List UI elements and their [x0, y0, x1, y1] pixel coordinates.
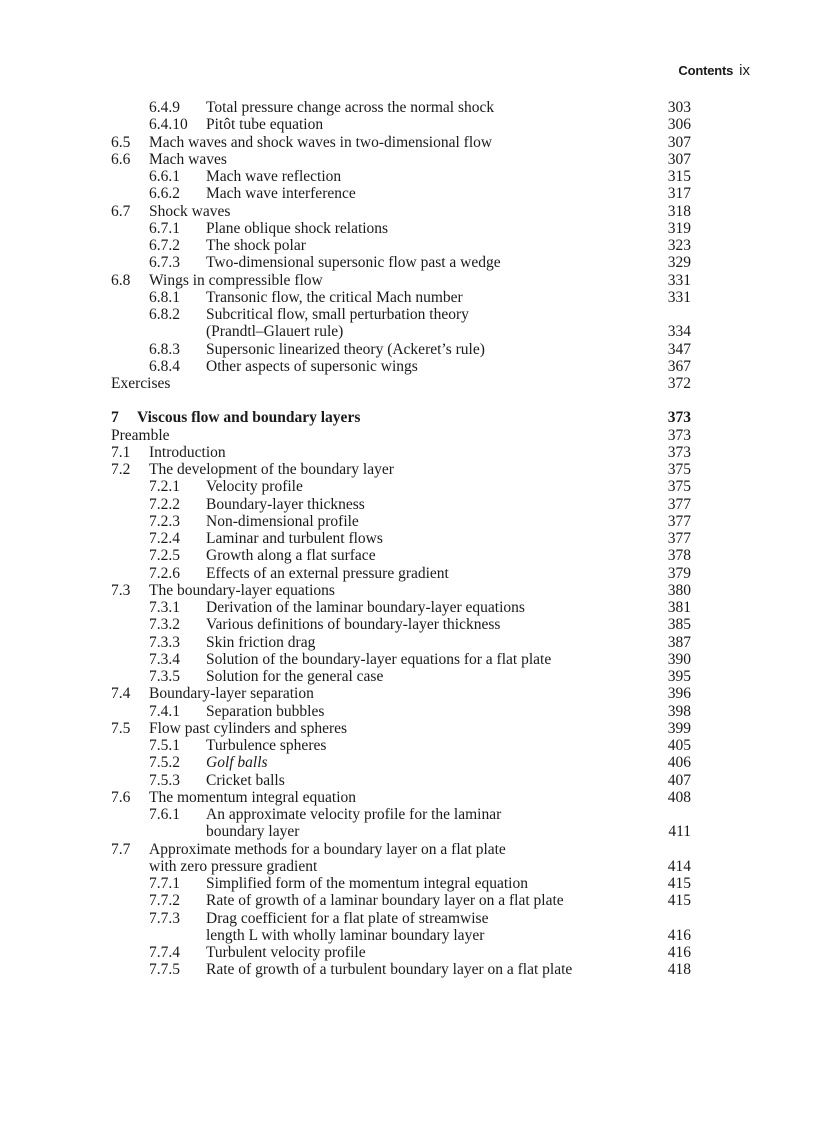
toc-entry[interactable]: [111, 427, 691, 444]
toc-entry-num: 7.5.3: [149, 771, 180, 789]
toc-entry[interactable]: [111, 496, 691, 513]
running-header: [678, 62, 750, 80]
toc-entry-title: The momentum integral equation: [149, 788, 357, 806]
toc-entry-page: 317: [667, 185, 691, 203]
toc-entry-page: 323: [667, 237, 691, 254]
toc-entry-page: 416: [667, 944, 691, 961]
toc-entry-title: Two-dimensional supersonic flow past a wedge: [206, 254, 501, 272]
toc-entry-page: 418: [667, 961, 691, 979]
toc-entry[interactable]: [111, 530, 691, 547]
toc-entry-num: 6.4.9: [149, 99, 180, 116]
toc-entry-title: Mach waves: [149, 150, 227, 168]
toc-entry-page: 307: [667, 133, 691, 151]
toc-entry-page: 331: [667, 271, 691, 289]
toc-entry-num: 6.7.3: [149, 254, 180, 272]
toc-entry-num: 7.3.3: [149, 633, 180, 651]
toc-entry-title: Other aspects of supersonic wings: [206, 357, 418, 375]
toc-entry-page: 334: [667, 323, 691, 341]
toc-entry-title: Drag coefficient for a flat plate of streamwise: [206, 909, 489, 927]
toc-entry-num: 7.2: [111, 461, 131, 478]
toc-entry-num: 7.1: [111, 443, 131, 461]
toc-entry-num: 6.8.2: [149, 306, 180, 323]
toc-entry[interactable]: [111, 306, 691, 323]
toc-entry-title: Solution of the boundary-layer equations for a flat plate: [206, 650, 552, 668]
toc-entry-title: with zero pressure gradient: [149, 857, 318, 875]
toc-entry[interactable]: [111, 651, 691, 668]
toc-entry-title: (Prandtl–Glauert rule): [206, 323, 344, 341]
toc-entry-num: 6.8.3: [149, 340, 180, 358]
toc-entry[interactable]: [111, 875, 691, 892]
toc-entry-title: Preamble: [111, 426, 170, 444]
toc-entry-title: Laminar and turbulent flows: [206, 530, 383, 547]
toc-entry[interactable]: [111, 737, 691, 754]
toc-entry[interactable]: [111, 720, 691, 737]
toc-entry-title: Turbulence spheres: [206, 737, 327, 754]
toc-entry-title: Simplified form of the momentum integral equation: [206, 875, 528, 892]
toc-entry-num: 7.7.4: [149, 944, 180, 961]
toc-entry[interactable]: [111, 375, 691, 392]
toc-entry-title: Effects of an external pressure gradient: [206, 564, 449, 582]
toc-entry[interactable]: [111, 151, 691, 168]
toc-entry-num: 7.4: [111, 685, 131, 703]
toc-entry-page: 375: [667, 478, 691, 496]
toc-entry-page: 373: [667, 409, 691, 427]
toc-entry-num: 7.7.3: [149, 909, 180, 927]
toc-entry-page: 379: [667, 564, 691, 582]
toc-entry[interactable]: [111, 272, 691, 289]
toc-entry-title: Rate of growth of a turbulent boundary layer on a flat plate: [206, 961, 573, 979]
toc-entry-page: 315: [667, 168, 691, 185]
toc-entry-page: 387: [667, 633, 691, 651]
toc-entry-title: Derivation of the laminar boundary-layer equations: [206, 599, 525, 616]
toc-entry[interactable]: [111, 134, 691, 151]
toc-entry[interactable]: [111, 444, 691, 461]
header-section-label: Contents: [678, 63, 734, 78]
toc-entry-num: 6.6.1: [149, 168, 180, 185]
toc-chapter-heading[interactable]: [111, 409, 691, 426]
toc-entry-num: 7.3: [111, 581, 131, 599]
toc-entry-title: Approximate methods for a boundary layer on a flat plate: [149, 840, 506, 858]
toc-entry-title: Viscous flow and boundary layers: [137, 409, 361, 427]
toc-entry-page: 398: [667, 702, 691, 720]
toc-entry[interactable]: [111, 668, 691, 685]
toc-entry-title: Supersonic linearized theory (Ackeret’s rule): [206, 340, 485, 358]
toc-entry-num: 6.8.1: [149, 288, 180, 306]
toc-entry-page: 385: [667, 616, 691, 634]
toc-entry-page: 390: [667, 650, 691, 668]
toc-entry-page: 373: [667, 426, 691, 444]
toc-entry-num: 7.5.1: [149, 737, 180, 754]
toc-entry[interactable]: [111, 858, 691, 875]
toc-entry-page: 319: [667, 219, 691, 237]
toc-entry-num: 6.7.2: [149, 237, 180, 254]
toc-entry[interactable]: [111, 823, 691, 840]
toc-entry-title: Various definitions of boundary-layer thickness: [206, 616, 501, 634]
toc-entry[interactable]: [111, 237, 691, 254]
toc-entry[interactable]: [111, 547, 691, 564]
toc-entry[interactable]: [111, 703, 691, 720]
toc-entry[interactable]: [111, 772, 691, 789]
toc-entry[interactable]: [111, 892, 691, 909]
toc-entry-title: Introduction: [149, 443, 226, 461]
toc-entry-page: 411: [668, 823, 691, 841]
toc-entry-title: Mach wave interference: [206, 185, 356, 203]
toc-entry-page: 331: [667, 288, 691, 306]
toc-entry[interactable]: [111, 289, 691, 306]
toc-entry-title: An approximate velocity profile for the laminar: [206, 806, 502, 823]
toc-entry[interactable]: [111, 513, 691, 530]
toc-entry-num: 7.7: [111, 840, 131, 858]
toc-entry-num: 6.8.4: [149, 357, 180, 375]
toc-entry-title: Growth along a flat surface: [206, 547, 376, 565]
toc-entry-page: 347: [667, 340, 691, 358]
toc-entry-page: 307: [667, 150, 691, 168]
toc-entry-num: 7.2.1: [149, 478, 180, 496]
toc-entry-page: 372: [667, 375, 691, 392]
toc-entry-page: 318: [667, 202, 691, 220]
toc-entry-num: 7.4.1: [149, 702, 180, 720]
toc-entry-num: 6.7: [111, 202, 131, 220]
toc-entry[interactable]: [111, 944, 691, 961]
toc-entry-page: 377: [667, 512, 691, 530]
toc-entry-page: 395: [667, 668, 691, 685]
toc-entry-page: 407: [667, 771, 691, 789]
toc-entry-num: 7.2.4: [149, 530, 180, 547]
toc-entry-page: 405: [667, 737, 691, 754]
toc-entry-title: Cricket balls: [206, 771, 285, 789]
toc-entry[interactable]: [111, 634, 691, 651]
toc-entry-title: Boundary-layer separation: [149, 685, 314, 703]
toc-entry-page: 303: [667, 99, 691, 116]
toc-entry-num: 7.6.1: [149, 806, 180, 823]
toc-entry[interactable]: [111, 961, 691, 978]
toc-entry[interactable]: [111, 358, 691, 375]
toc-entry-num: 7.7.1: [149, 875, 180, 892]
toc-entry-title: Transonic flow, the critical Mach number: [206, 288, 463, 306]
toc-entry-num: 7.3.1: [149, 599, 180, 616]
toc-entry-num: 6.4.10: [149, 116, 188, 134]
toc-entry-title: Separation bubbles: [206, 702, 325, 720]
toc-entry[interactable]: [111, 168, 691, 185]
toc-entry-num: 7.2.6: [149, 564, 180, 582]
toc-entry-page: 414: [667, 857, 691, 875]
toc-entry-page: 406: [667, 754, 691, 772]
toc-entry-title: Golf balls: [206, 754, 268, 772]
toc-entry[interactable]: [111, 323, 691, 340]
toc-entry-num: 7.2.5: [149, 547, 180, 565]
toc-entry-title: Mach waves and shock waves in two-dimensional flow: [149, 133, 493, 151]
toc-entry-title: The development of the boundary layer: [149, 461, 394, 478]
toc-entry-title: Solution for the general case: [206, 668, 384, 685]
toc-entry-num: 7.3.2: [149, 616, 180, 634]
toc-entry-page: 408: [667, 788, 691, 806]
toc-entry[interactable]: [111, 582, 691, 599]
toc-entry-page: 377: [667, 495, 691, 513]
toc-entry-title: Shock waves: [149, 202, 231, 220]
toc-entry-title: Turbulent velocity profile: [206, 944, 366, 961]
toc-entry[interactable]: [111, 789, 691, 806]
toc-entry-page: 375: [667, 461, 691, 478]
toc-entry-num: 7.2.2: [149, 495, 180, 513]
toc-entry-page: 399: [667, 719, 691, 737]
toc-entry[interactable]: [111, 478, 691, 495]
toc-entry-title: The shock polar: [206, 237, 306, 254]
toc-entry[interactable]: [111, 599, 691, 616]
toc-entry-num: 7.3.5: [149, 668, 180, 685]
toc-entry-num: 6.5: [111, 133, 131, 151]
toc-entry-page: 416: [667, 926, 691, 944]
toc-entry-page: 378: [667, 547, 691, 565]
toc-entry-num: 7.6: [111, 788, 131, 806]
toc-entry-page: 415: [667, 892, 691, 910]
toc-entry-page: 329: [667, 254, 691, 272]
toc-entry-title: Rate of growth of a laminar boundary layer on a flat plate: [206, 892, 564, 910]
toc-entry-page: 367: [667, 357, 691, 375]
toc-entry[interactable]: [111, 185, 691, 202]
toc-entry-title: Wings in compressible flow: [149, 271, 323, 289]
toc-entry[interactable]: [111, 203, 691, 220]
toc-entry[interactable]: [111, 341, 691, 358]
toc-entry-num: 7: [111, 409, 119, 427]
toc-entry-num: 6.6.2: [149, 185, 180, 203]
toc-entry-page: 306: [667, 116, 691, 134]
toc-entry[interactable]: [111, 616, 691, 633]
toc-entry-title: Mach wave reflection: [206, 168, 342, 185]
toc-entry[interactable]: [111, 806, 691, 823]
toc-entry-num: 7.2.3: [149, 512, 180, 530]
toc-entry[interactable]: [111, 116, 691, 133]
toc-entry-num: 7.7.2: [149, 892, 180, 910]
header-page-number: ix: [739, 62, 750, 79]
toc-entry-num: 6.6: [111, 150, 131, 168]
toc-entry-title: Exercises: [111, 375, 171, 392]
toc-entry-title: boundary layer: [206, 823, 300, 841]
toc-entry[interactable]: [111, 220, 691, 237]
toc-entry-page: 377: [667, 530, 691, 547]
toc-entry-page: 373: [667, 443, 691, 461]
toc-entry[interactable]: [111, 927, 691, 944]
toc-entry[interactable]: [111, 754, 691, 771]
toc-entry-page: 380: [667, 581, 691, 599]
toc-entry[interactable]: [111, 461, 691, 478]
toc-entry-num: 7.3.4: [149, 650, 180, 668]
toc-entry-title: The boundary-layer equations: [149, 581, 335, 599]
toc-entry-num: 6.7.1: [149, 219, 180, 237]
toc-entry-title: length L with wholly laminar boundary layer: [206, 926, 485, 944]
toc-entry-title: Pitôt tube equation: [206, 116, 324, 134]
toc-entry-num: 7.7.5: [149, 961, 180, 979]
toc-entry[interactable]: [111, 910, 691, 927]
toc-entry-title: Flow past cylinders and spheres: [149, 719, 348, 737]
toc-entry-title: Non-dimensional profile: [206, 512, 359, 530]
toc-entry-page: 381: [667, 599, 691, 616]
toc-entry-num: 6.8: [111, 271, 131, 289]
toc-entry[interactable]: [111, 685, 691, 702]
toc-entry[interactable]: [111, 254, 691, 271]
toc-entry-title: Total pressure change across the normal shock: [206, 99, 495, 116]
toc-entry-title: Subcritical flow, small perturbation theory: [206, 306, 469, 323]
table-of-contents: [111, 99, 691, 979]
toc-entry-page: 415: [667, 875, 691, 892]
toc-entry-title: Velocity profile: [206, 478, 303, 496]
toc-entry[interactable]: [111, 565, 691, 582]
toc-entry[interactable]: [111, 841, 691, 858]
toc-entry-num: 7.5.2: [149, 754, 180, 772]
toc-entry-title: Skin friction drag: [206, 633, 316, 651]
toc-entry-title: Boundary-layer thickness: [206, 495, 365, 513]
toc-entry-page: 396: [667, 685, 691, 703]
toc-entry-title: Plane oblique shock relations: [206, 219, 389, 237]
toc-entry-num: 7.5: [111, 719, 131, 737]
toc-entry[interactable]: [111, 99, 691, 116]
